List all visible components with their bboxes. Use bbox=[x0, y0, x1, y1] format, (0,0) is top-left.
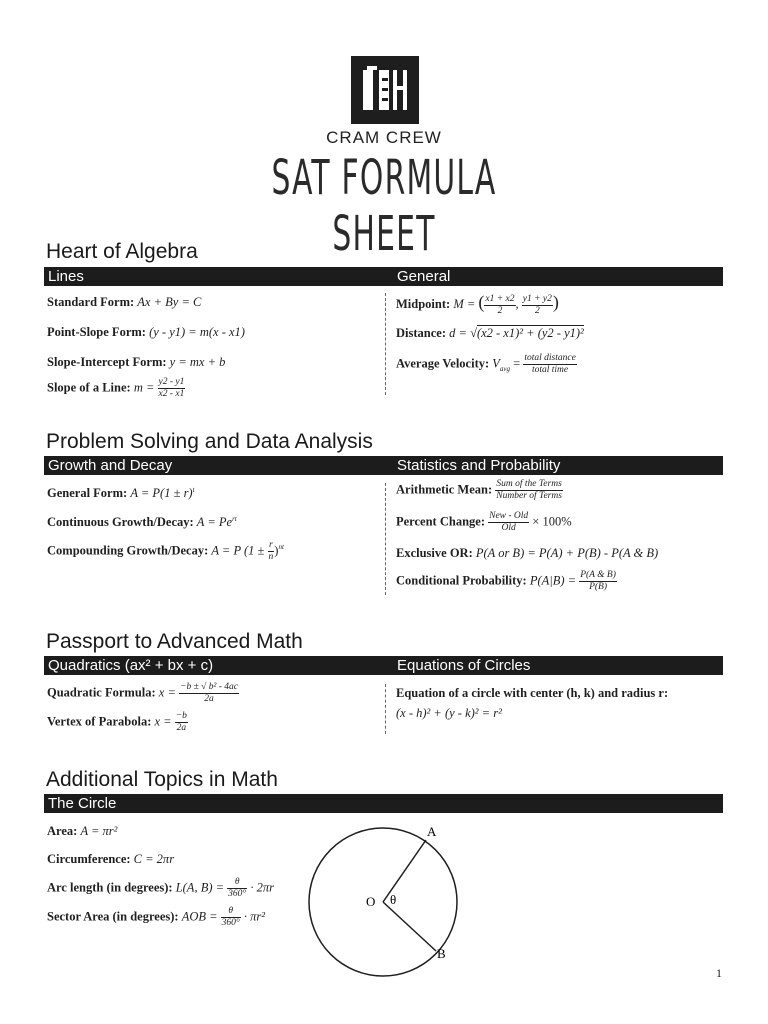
center-o-label: O bbox=[366, 894, 376, 909]
section-heading-data: Problem Solving and Data Analysis bbox=[46, 430, 373, 453]
radius-ob bbox=[383, 902, 436, 951]
formula-slope-intercept: Slope-Intercept Form: y = mx + b bbox=[47, 355, 226, 369]
formula-arc-length: Arc length (in degrees): L(A, B) = $\frac{\theta}{360^\circ}$ · 2πr bbox=[47, 877, 274, 899]
formula-exclusive-or: Exclusive OR: P(A or B) = P(A) + P(B) - P(A & B) bbox=[396, 546, 659, 560]
tab-the-circle: The Circle bbox=[48, 795, 117, 812]
formula-quadratic: Quadratic Formula: x = $\frac{\text{−b ± √ b² - 4ac}}{2a}$ bbox=[47, 682, 238, 704]
tab-general: General bbox=[397, 268, 451, 285]
formula-percent-change: Percent Change: $\frac{\text{New - Old}}{\text{Old}}$ × 100% bbox=[396, 511, 572, 533]
tab-circle-equations: Equations of Circles bbox=[397, 657, 531, 674]
formula-area: Area: A = πr² bbox=[47, 824, 118, 838]
tab-statistics: Statistics and Probability bbox=[397, 457, 561, 474]
formula-standard-form: Standard Form: Ax + By = C bbox=[47, 295, 202, 309]
logo-mark-icon bbox=[351, 56, 419, 124]
formula-arithmetic-mean: Arithmetic Mean: $\frac{\text{Sum of the Terms}}{\text{Number of Terms}}$ bbox=[396, 479, 562, 501]
column-divider bbox=[385, 684, 386, 734]
brand-name: CRAM CREW bbox=[326, 128, 442, 147]
formula-midpoint: Midpoint: M = ( $\frac{x1 + x2}{2}$ , $\frac{y1 + y2}{2}$ ) bbox=[396, 292, 559, 316]
tab-growth-decay: Growth and Decay bbox=[48, 457, 173, 474]
section-bar-data bbox=[44, 456, 723, 475]
logo bbox=[351, 56, 419, 124]
point-a-label: A bbox=[427, 824, 437, 839]
tab-quadratics: Quadratics (ax² + bx + c) bbox=[48, 657, 214, 674]
formula-circumference: Circumference: C = 2πr bbox=[47, 852, 175, 866]
section-heading-advanced: Passport to Advanced Math bbox=[46, 630, 303, 653]
page-number: 1 bbox=[716, 966, 722, 980]
formula-distance: Distance: d = √(x2 - x1)² + (y2 - y1)² bbox=[396, 326, 584, 340]
formula-continuous-growth: Continuous Growth/Decay: $A = Pe^{rt}$ bbox=[47, 515, 237, 530]
formula-circle-equation: (x - h)² + (y - k)² = r² bbox=[396, 706, 502, 720]
formula-slope: Slope of a Line: m = $\frac{y2 - y1}{x2 - x1}$ bbox=[47, 377, 185, 399]
section-heading-algebra: Heart of Algebra bbox=[46, 240, 198, 263]
section-bar-topics bbox=[44, 794, 723, 813]
formula-sector-area: Sector Area (in degrees): AOB = $\frac{\theta}{360^\circ}$ · πr² bbox=[47, 906, 265, 928]
column-divider bbox=[385, 483, 386, 595]
formula-point-slope: Point-Slope Form: (y - y1) = m(x - x1) bbox=[47, 325, 245, 339]
angle-theta-label: θ bbox=[390, 892, 397, 907]
circle-diagram bbox=[300, 820, 460, 980]
formula-circle-label: Equation of a circle with center (h, k) and radius r: bbox=[396, 686, 669, 700]
formula-average-velocity: Average Velocity: $V_{avg}$ = $\frac{\text{total distance}}{\text{total time}}$ bbox=[396, 353, 576, 375]
point-b-label: B bbox=[437, 946, 446, 961]
section-bar-advanced bbox=[44, 656, 723, 675]
formula-conditional-probability: Conditional Probability: P(A|B) = $\frac{P(A \& B)}{P(B)}$ bbox=[396, 570, 616, 592]
tab-lines: Lines bbox=[48, 268, 84, 285]
section-bar-algebra bbox=[44, 267, 723, 286]
page-title: SAT FORMULA SHEET bbox=[271, 150, 497, 262]
formula-compounding-growth: Compounding Growth/Decay: A = P (1 ± $\frac{r}{n}$ )$^{nt}$ bbox=[47, 540, 284, 562]
formula-vertex: Vertex of Parabola: x = $\frac{-b}{2a}$ bbox=[47, 711, 187, 733]
column-divider bbox=[385, 293, 386, 395]
formula-general-form: General Form: $A = P(1 \pm r)^t$ bbox=[47, 486, 195, 501]
section-heading-topics: Additional Topics in Math bbox=[46, 768, 278, 791]
